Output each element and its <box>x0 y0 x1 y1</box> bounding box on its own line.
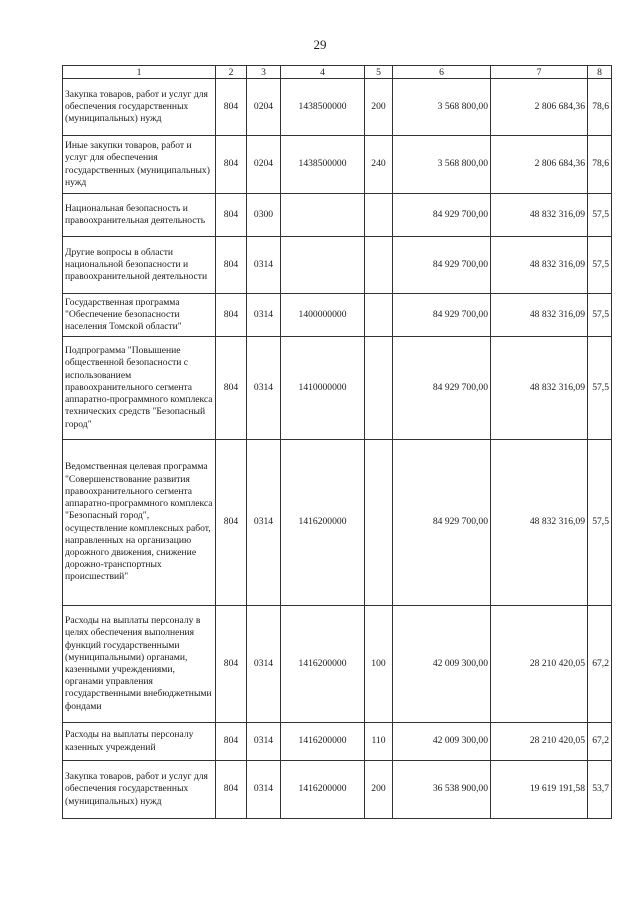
cell-expense-type <box>365 194 393 237</box>
cell-percent: 78,6 <box>588 79 612 136</box>
cell-target-code <box>281 237 365 294</box>
table-row <box>63 79 612 136</box>
cell-planned: 84 929 700,00 <box>393 440 491 606</box>
row-name: Национальная безопасность и правоохранительная деятельность <box>63 194 216 237</box>
column-number: 2 <box>216 66 247 79</box>
cell-target-code: 1416200000 <box>281 723 365 761</box>
cell-target-code: 1416200000 <box>281 761 365 819</box>
table-row <box>63 761 612 819</box>
cell-section-code: 0314 <box>247 237 281 294</box>
row-name: Государственная программа "Обеспечение безопасности населения Томской области" <box>63 294 216 337</box>
cell-expense-type: 110 <box>365 723 393 761</box>
cell-ministry-code: 804 <box>216 337 247 440</box>
column-number: 6 <box>393 66 491 79</box>
column-number: 7 <box>491 66 588 79</box>
column-number: 1 <box>63 66 216 79</box>
column-number: 4 <box>281 66 365 79</box>
cell-percent: 67,2 <box>588 723 612 761</box>
cell-planned: 3 568 800,00 <box>393 79 491 136</box>
cell-percent: 53,7 <box>588 761 612 819</box>
row-name: Подпрограмма "Повышение общественной безопасности с использованием правоохранительного сегмента аппаратно-программного комплекса технических средств "Безопасный город" <box>63 337 216 440</box>
cell-section-code: 0314 <box>247 337 281 440</box>
row-name: Расходы на выплаты персоналу в целях обеспечения выполнения функций государственными (муниципальными) органами, казенными учреждениями, органами управления государственными внебюджетными фондами <box>63 606 216 723</box>
cell-planned: 42 009 300,00 <box>393 606 491 723</box>
table-row <box>63 440 612 606</box>
cell-section-code: 0314 <box>247 761 281 819</box>
cell-section-code: 0300 <box>247 194 281 237</box>
cell-executed: 48 832 316,09 <box>491 337 588 440</box>
cell-expense-type: 200 <box>365 761 393 819</box>
cell-executed: 2 806 684,36 <box>491 79 588 136</box>
cell-ministry-code: 804 <box>216 194 247 237</box>
table-row <box>63 294 612 337</box>
row-name: Иные закупки товаров, работ и услуг для обеспечения государственных (муниципальных) нужд <box>63 136 216 194</box>
cell-percent: 57,5 <box>588 194 612 237</box>
cell-executed: 19 619 191,58 <box>491 761 588 819</box>
column-number: 3 <box>247 66 281 79</box>
cell-executed: 48 832 316,09 <box>491 237 588 294</box>
cell-planned: 84 929 700,00 <box>393 294 491 337</box>
cell-ministry-code: 804 <box>216 606 247 723</box>
cell-target-code: 1438500000 <box>281 136 365 194</box>
cell-executed: 48 832 316,09 <box>491 440 588 606</box>
cell-percent: 57,5 <box>588 440 612 606</box>
table-row <box>63 723 612 761</box>
cell-expense-type <box>365 237 393 294</box>
cell-planned: 84 929 700,00 <box>393 337 491 440</box>
cell-percent: 57,5 <box>588 294 612 337</box>
cell-target-code: 1400000000 <box>281 294 365 337</box>
column-number-row <box>63 66 612 79</box>
cell-target-code: 1416200000 <box>281 440 365 606</box>
cell-section-code: 0204 <box>247 136 281 194</box>
row-name: Расходы на выплаты персоналу казенных учреждений <box>63 723 216 761</box>
column-number: 8 <box>588 66 612 79</box>
column-number: 5 <box>365 66 393 79</box>
cell-percent: 57,5 <box>588 237 612 294</box>
cell-section-code: 0314 <box>247 723 281 761</box>
cell-section-code: 0204 <box>247 79 281 136</box>
cell-target-code: 1438500000 <box>281 79 365 136</box>
table-row <box>63 237 612 294</box>
cell-expense-type <box>365 440 393 606</box>
cell-ministry-code: 804 <box>216 761 247 819</box>
cell-planned: 42 009 300,00 <box>393 723 491 761</box>
cell-percent: 57,5 <box>588 337 612 440</box>
row-name: Закупка товаров, работ и услуг для обеспечения государственных (муниципальных) нужд <box>63 761 216 819</box>
budget-table <box>62 65 612 819</box>
row-name: Ведомственная целевая программа "Совершенствование развития правоохранительного сегмента аппаратно-программного комплекса "Безопасный город", осуществление комплексных работ, направленных на организацию дорожного движения, снижение дорожно-транспортных происшествий" <box>63 440 216 606</box>
cell-expense-type: 240 <box>365 136 393 194</box>
cell-planned: 3 568 800,00 <box>393 136 491 194</box>
cell-ministry-code: 804 <box>216 136 247 194</box>
cell-executed: 28 210 420,05 <box>491 723 588 761</box>
cell-section-code: 0314 <box>247 440 281 606</box>
row-name: Закупка товаров, работ и услуг для обеспечения государственных (муниципальных) нужд <box>63 79 216 136</box>
cell-target-code <box>281 194 365 237</box>
table-row <box>63 194 612 237</box>
cell-expense-type: 200 <box>365 79 393 136</box>
cell-ministry-code: 804 <box>216 723 247 761</box>
cell-ministry-code: 804 <box>216 79 247 136</box>
cell-expense-type <box>365 337 393 440</box>
cell-percent: 67,2 <box>588 606 612 723</box>
table-row <box>63 136 612 194</box>
cell-executed: 48 832 316,09 <box>491 194 588 237</box>
cell-target-code: 1410000000 <box>281 337 365 440</box>
cell-ministry-code: 804 <box>216 294 247 337</box>
cell-expense-type <box>365 294 393 337</box>
cell-section-code: 0314 <box>247 606 281 723</box>
table-row <box>63 337 612 440</box>
cell-executed: 48 832 316,09 <box>491 294 588 337</box>
table-row <box>63 606 612 723</box>
page-number: 29 <box>313 37 327 52</box>
cell-percent: 78,6 <box>588 136 612 194</box>
cell-ministry-code: 804 <box>216 237 247 294</box>
cell-executed: 28 210 420,05 <box>491 606 588 723</box>
cell-planned: 84 929 700,00 <box>393 194 491 237</box>
row-name: Другие вопросы в области национальной безопасности и правоохранительной деятельности <box>63 237 216 294</box>
cell-planned: 84 929 700,00 <box>393 237 491 294</box>
cell-expense-type: 100 <box>365 606 393 723</box>
cell-target-code: 1416200000 <box>281 606 365 723</box>
cell-executed: 2 806 684,36 <box>491 136 588 194</box>
cell-section-code: 0314 <box>247 294 281 337</box>
cell-ministry-code: 804 <box>216 440 247 606</box>
cell-planned: 36 538 900,00 <box>393 761 491 819</box>
